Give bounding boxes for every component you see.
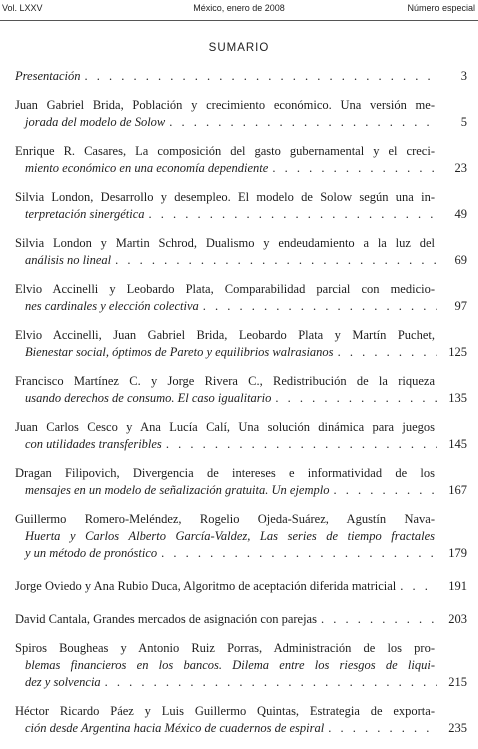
leader-dots: [169, 114, 437, 131]
toc-entry-title-end: Bienestar social, óptimos de Pareto y equilibrios walrasianos: [25, 345, 334, 359]
page-number: 215: [448, 675, 467, 689]
leader-dots: [328, 720, 437, 737]
toc-entry[interactable]: [15, 189, 467, 223]
page-number: 179: [448, 546, 467, 560]
leader-dots: [275, 390, 437, 407]
toc-entry-text: Presentación: [15, 69, 81, 83]
running-head: [0, 3, 478, 17]
toc-entry-title-end: terpretación sinergética: [25, 207, 145, 221]
leader-dots: [400, 578, 437, 595]
leader-dots: [272, 160, 437, 177]
leader-dots: [149, 206, 437, 223]
toc-entry-line: Silvia London y Martin Schrod, Dualismo y endeudamiento a la luz del: [15, 236, 435, 250]
toc-entry-line: Enrique R. Casares, La composición del gasto gubernamental y el creci-: [15, 144, 435, 158]
page-number: 167: [448, 483, 467, 497]
issue-date: México, enero de 2008: [193, 3, 285, 13]
page-number: 69: [454, 253, 467, 267]
header-rule: [0, 20, 478, 21]
toc-entry-line: Héctor Ricardo Páez y Luis Guillermo Quintas, Estrategia de exporta-: [15, 704, 435, 718]
volume-label: Vol. LXXV: [2, 3, 43, 13]
leader-dots: [338, 344, 437, 361]
page-number: 49: [454, 207, 467, 221]
page-number: 3: [460, 69, 467, 83]
leader-dots: [333, 482, 437, 499]
toc-entry[interactable]: [15, 373, 467, 407]
toc-entry-line: Dragan Filipovich, Divergencia de intereses e informatividad de los: [15, 466, 435, 480]
toc-entry[interactable]: [15, 281, 467, 315]
toc-entry-title-end: jorada del modelo de Solow: [25, 115, 166, 129]
toc-entry-text: Jorge Oviedo y Ana Rubio Duca, Algoritmo de aceptación diferida matricial: [15, 579, 397, 593]
toc-entry-line: Juan Gabriel Brida, Población y crecimiento económico. Una versión me-: [15, 98, 435, 112]
leader-dots: [321, 611, 437, 628]
toc-entry-title-end: con utilidades transferibles: [25, 437, 162, 451]
page-number: 191: [448, 579, 467, 593]
leader-dots: [161, 545, 437, 562]
toc-entry[interactable]: [15, 640, 467, 691]
toc-entry-line: Juan Carlos Cesco y Ana Lucía Calí, Una solución dinámica para juegos: [15, 420, 435, 434]
leader-dots: [166, 436, 437, 453]
page-number: 145: [448, 437, 467, 451]
toc-entry-title-end: miento económico en una economía dependiente: [25, 161, 269, 175]
page-number: 203: [448, 612, 467, 626]
leader-dots: [115, 252, 437, 269]
toc-entry[interactable]: [15, 97, 467, 131]
toc-entry-line: Elvio Accinelli, Juan Gabriel Brida, Leobardo Plata y Martín Puchet,: [15, 328, 435, 342]
toc-entry[interactable]: [15, 143, 467, 177]
toc-entry[interactable]: [15, 327, 467, 361]
toc-entry[interactable]: [15, 578, 467, 595]
toc-entry[interactable]: [15, 703, 467, 737]
toc-entry-title-end: y un método de pronóstico: [25, 546, 158, 560]
toc-entry-line: Guillermo Romero-Meléndez, Rogelio Ojeda-Suárez, Agustín Nava-: [15, 512, 435, 526]
page-number: 125: [448, 345, 467, 359]
toc-entry-title-end: dez y solvencia: [25, 675, 101, 689]
toc-entry-title-end: análisis no lineal: [25, 253, 112, 267]
toc-entry-line: Francisco Martínez C. y Jorge Rivera C., Redistribución de la riqueza: [15, 374, 435, 388]
toc-entry[interactable]: [15, 235, 467, 269]
page-title: SUMARIO: [208, 42, 270, 54]
toc-entry-line: Silvia London, Desarrollo y desempleo. El modelo de Solow según una in-: [15, 190, 435, 204]
toc-entry-line: Elvio Accinelli y Leobardo Plata, Comparabilidad parcial con medicio-: [15, 282, 435, 296]
toc-entry-title-end: ción desde Argentina hacia México de cuadernos de espiral: [25, 721, 325, 735]
page-number: 235: [448, 721, 467, 735]
toc-entry[interactable]: [15, 465, 467, 499]
toc-entry-line: Huerta y Carlos Alberto García-Valdez, Las series de tiempo fractales: [25, 529, 435, 543]
toc-entry[interactable]: [15, 419, 467, 453]
leader-dots: [105, 674, 437, 691]
page-number: 97: [454, 299, 467, 313]
page-number: 135: [448, 391, 467, 405]
table-of-contents: [15, 68, 467, 749]
leader-dots: [85, 68, 438, 85]
toc-entry[interactable]: [15, 68, 467, 85]
toc-entry[interactable]: [15, 511, 467, 562]
page-number: 23: [454, 161, 467, 175]
leader-dots: [203, 298, 437, 315]
toc-entry-title-end: nes cardinales y elección colectiva: [25, 299, 199, 313]
page-number: 5: [460, 115, 467, 129]
toc-entry-line: Spiros Bougheas y Antonio Ruiz Porras, Administración de los pro-: [15, 641, 435, 655]
issue-type: Número especial: [407, 3, 475, 13]
toc-entry-text: David Cantala, Grandes mercados de asignación con parejas: [15, 612, 317, 626]
toc-entry-title-end: mensajes en un modelo de señalización gratuita. Un ejemplo: [25, 483, 330, 497]
toc-entry-title-end: usando derechos de consumo. El caso igualitario: [25, 391, 272, 405]
toc-entry[interactable]: [15, 611, 467, 628]
toc-entry-line: blemas financieros en los bancos. Dilema entre los riesgos de liqui-: [25, 658, 435, 672]
